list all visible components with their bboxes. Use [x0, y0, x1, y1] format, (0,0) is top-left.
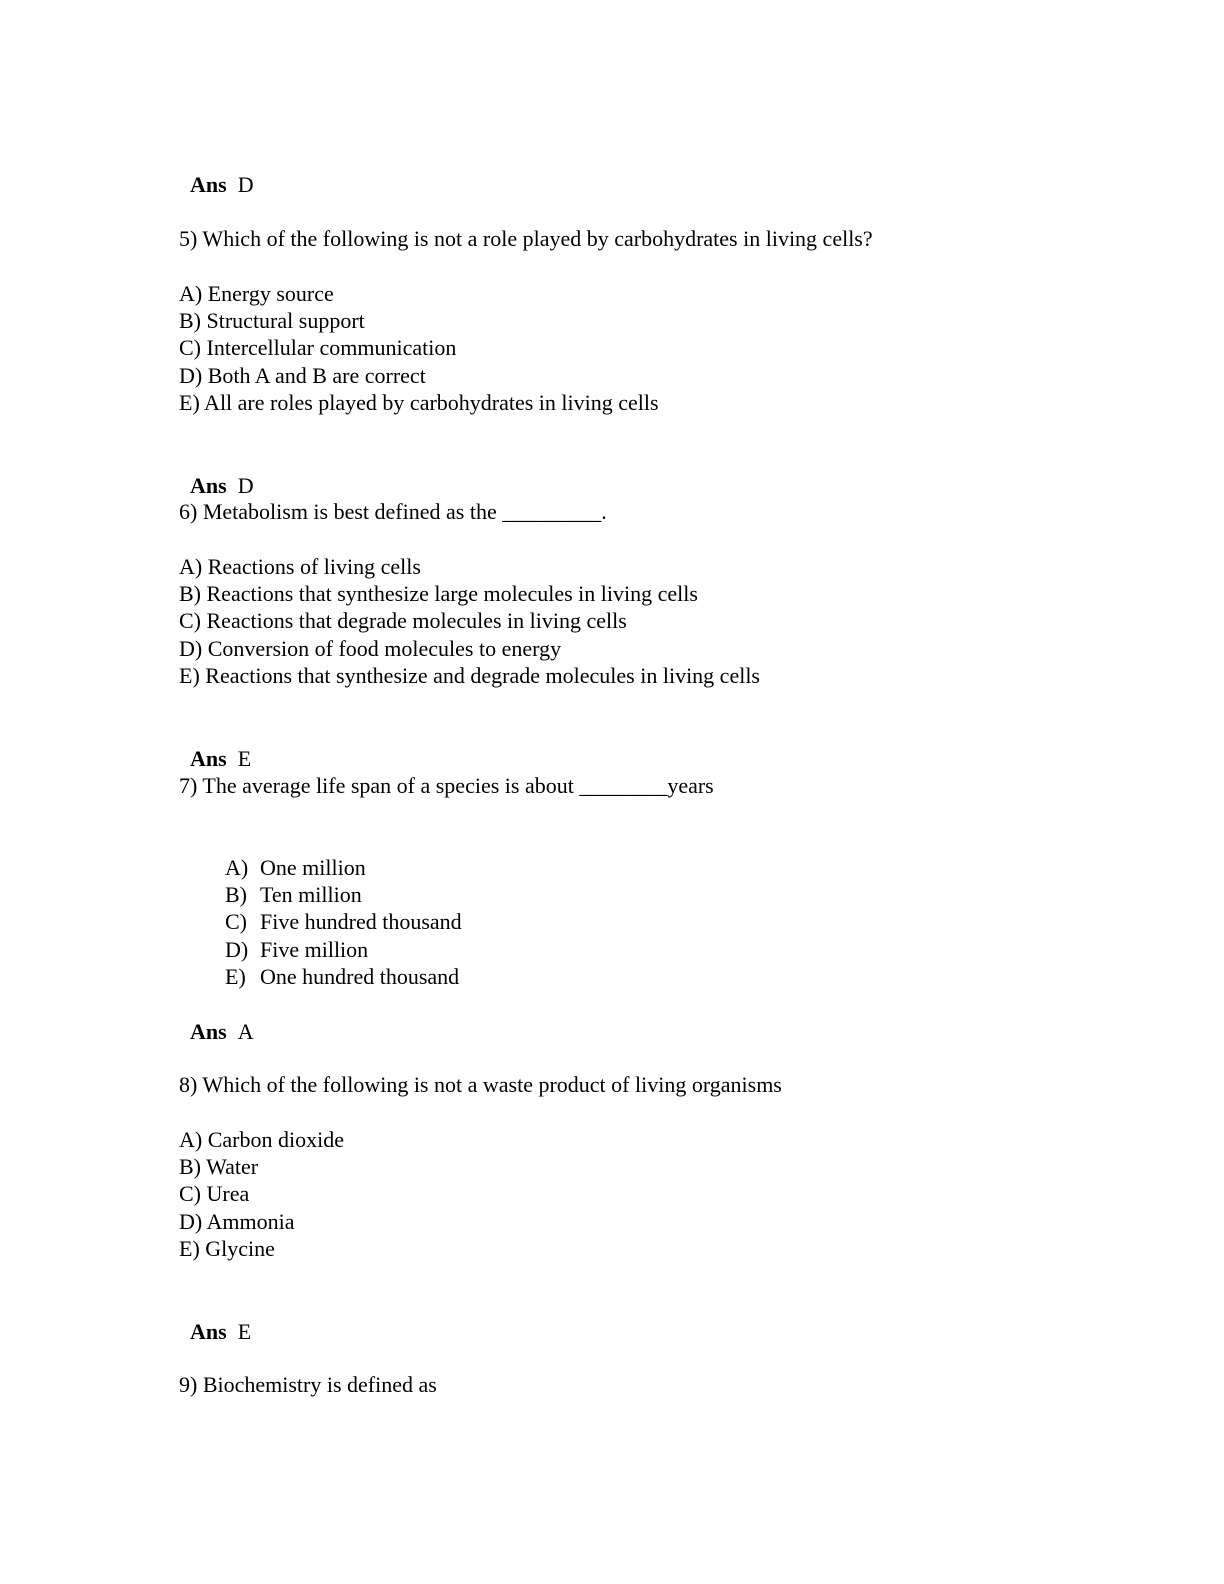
answer-value: D	[237, 473, 254, 498]
option-q8-b: B) Water	[179, 1154, 259, 1179]
answer-label: Ans	[190, 172, 227, 197]
option-letter: D)	[225, 937, 249, 962]
question-5: 5) Which of the following is not a role played by carbohydrates in living cells?	[179, 226, 873, 251]
answer-value: E	[237, 1319, 252, 1344]
answer-label: Ans	[190, 473, 227, 498]
option-q5-a: A) Energy source	[179, 281, 334, 306]
question-6: 6) Metabolism is best defined as the _________.	[179, 499, 607, 524]
option-q7-e	[214, 935, 459, 991]
answer-q4	[179, 143, 254, 199]
option-text: Five hundred thousand	[260, 909, 462, 934]
option-letter: A)	[225, 855, 249, 880]
option-text: Five million	[260, 937, 369, 962]
answer-label: Ans	[190, 1019, 227, 1044]
option-text: One million	[260, 855, 366, 880]
option-q5-e: E) All are roles played by carbohydrates in living cells	[179, 390, 659, 415]
option-q8-c: C) Urea	[179, 1181, 250, 1206]
answer-q7	[179, 990, 254, 1046]
answer-q5	[179, 444, 254, 500]
option-letter: E)	[225, 964, 246, 989]
question-9: 9) Biochemistry is defined as	[179, 1372, 437, 1397]
answer-value: E	[237, 746, 252, 771]
question-7: 7) The average life span of a species is about ________years	[179, 773, 714, 798]
option-q8-a: A) Carbon dioxide	[179, 1127, 344, 1152]
answer-value: A	[237, 1019, 254, 1044]
answer-label: Ans	[190, 746, 227, 771]
option-letter: B)	[225, 882, 247, 907]
option-q6-a: A) Reactions of living cells	[179, 554, 421, 579]
option-text: One hundred thousand	[260, 964, 460, 989]
question-8: 8) Which of the following is not a waste product of living organisms	[179, 1072, 782, 1097]
option-q5-d: D) Both A and B are correct	[179, 363, 426, 388]
option-q6-c: C) Reactions that degrade molecules in living cells	[179, 608, 627, 633]
answer-q8	[179, 1290, 251, 1346]
answer-value: D	[237, 172, 254, 197]
option-q8-d: D) Ammonia	[179, 1209, 295, 1234]
answer-q6	[179, 717, 251, 773]
option-q8-e: E) Glycine	[179, 1236, 275, 1261]
answer-label: Ans	[190, 1319, 227, 1344]
option-q5-b: B) Structural support	[179, 308, 365, 333]
option-q6-e: E) Reactions that synthesize and degrade molecules in living cells	[179, 663, 760, 688]
option-q6-b: B) Reactions that synthesize large molecules in living cells	[179, 581, 698, 606]
option-q5-c: C) Intercellular communication	[179, 335, 457, 360]
option-q6-d: D) Conversion of food molecules to energy	[179, 636, 562, 661]
option-letter: C)	[225, 909, 247, 934]
option-text: Ten million	[260, 882, 362, 907]
